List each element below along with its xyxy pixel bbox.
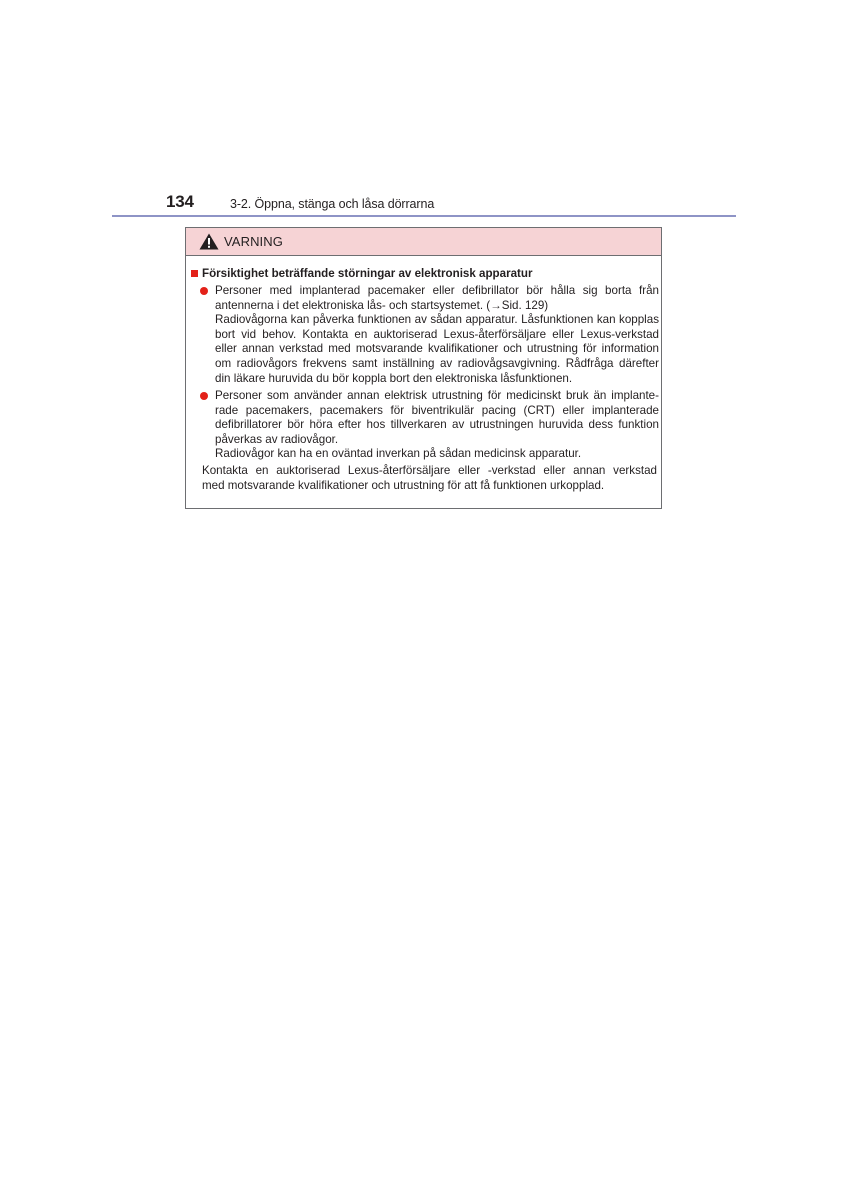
header-rule	[112, 215, 736, 217]
list-item-text	[215, 389, 659, 462]
text-line: din läkare huruvida du bör koppla bort den elektroniska låsfunktionen.	[215, 371, 573, 385]
list-item	[200, 389, 659, 462]
text-line: antennerna i det elektroniska lås- och startsystemet. (→Sid. 129)	[215, 298, 549, 312]
list-item-text	[215, 284, 659, 386]
text-line: Kontakta en auktoriserad Lexus-återförsäljare eller -verkstad eller annan verkstad	[202, 464, 657, 477]
warning-heading	[191, 267, 651, 282]
text-line: med motsvarande kvalifikationer och utrustning för att få funktionen urkopplad.	[202, 478, 605, 492]
text-line: påverkas av radiovågor.	[215, 432, 339, 446]
warning-box	[185, 227, 662, 509]
section-title: 3-2. Öppna, stänga och låsa dörrarna	[230, 197, 435, 211]
text-line: om radiovågors frekvens samt inställning av radiovågsavgivning. Rådfråga därefter	[215, 356, 659, 370]
list-item	[200, 284, 659, 386]
text-line: Radiovågorna kan påverka funktionen av sådan apparatur. Låsfunktionen kan kopplas	[215, 313, 659, 327]
text-line: bort vid behov. Kontakta en auktoriserad Lexus-återförsäljare eller Lexus-verkstad	[215, 327, 659, 341]
text-line: Personer som använder annan elektrisk utrustning för medicinskt bruk än implante-	[215, 389, 659, 402]
text-line: defibrillatorer bör höra efter hos tillverkaren av utrustningen huruvida dess funktion	[215, 418, 659, 432]
closing-paragraph	[202, 464, 657, 493]
text-line: Radiovågor kan ha en oväntad inverkan på sådan medicinsk apparatur.	[215, 447, 582, 461]
text-line: eller annan verkstad med motsvarande kvalifikationer och utrustning för information	[215, 342, 659, 356]
warning-heading-text: Försiktighet beträffande störningar av elektronisk apparatur	[202, 267, 533, 280]
square-bullet-icon	[191, 270, 198, 277]
text-line: Personer med implanterad pacemaker eller defibrillator bör hålla sig borta från	[215, 284, 659, 297]
warning-header	[186, 228, 661, 256]
warning-title: VARNING	[224, 234, 283, 249]
page-number: 134	[166, 192, 194, 211]
text-line: rade pacemakers, pacemakers för biventrikulär pacing (CRT) eller implanterade	[215, 403, 659, 417]
round-bullet-icon	[200, 287, 208, 295]
round-bullet-icon	[200, 392, 208, 400]
page-header	[112, 188, 736, 218]
warning-triangle-icon	[199, 233, 219, 250]
